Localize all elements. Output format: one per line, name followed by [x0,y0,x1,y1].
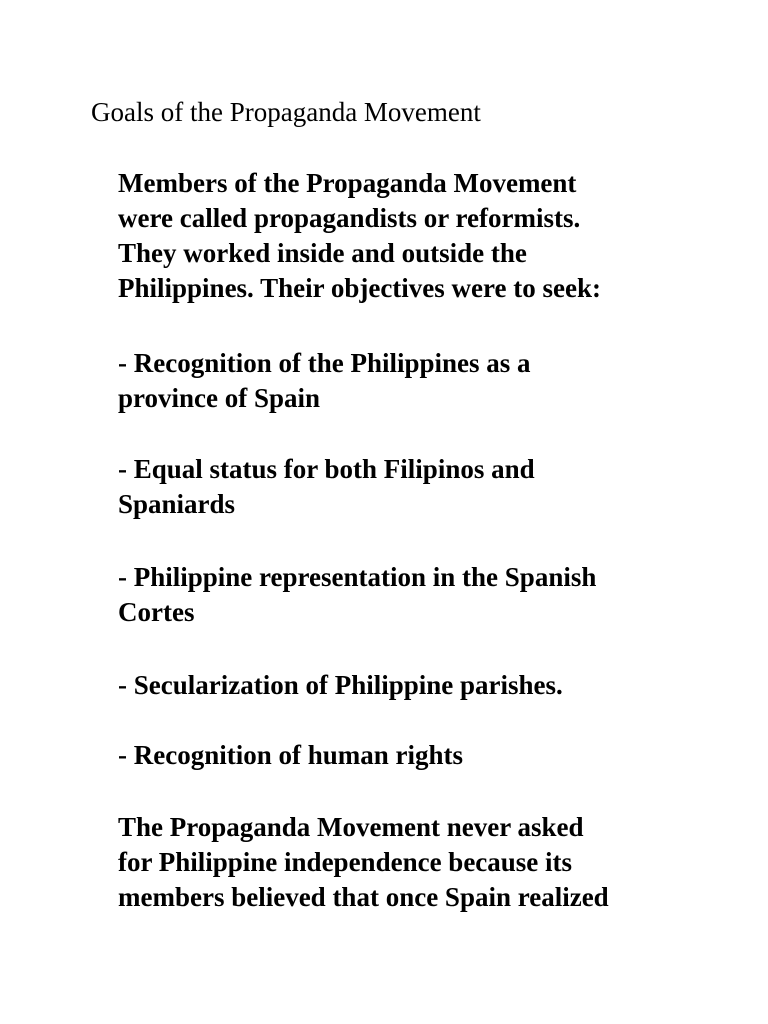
bullet-item [118,560,596,630]
bullet-line: - Secularization of Philippine parishes. [118,670,563,700]
bullet-item [118,668,563,703]
closing-line: The Propaganda Movement never asked [118,812,584,842]
intro-line: Philippines. Their objectives were to seek: [118,273,601,303]
bullet-line: Spaniards [118,489,236,519]
closing-line: members believed that once Spain realized [118,882,609,912]
document-title: Goals of the Propaganda Movement [91,97,481,127]
bullet-line: Cortes [118,597,195,627]
closing-line: for Philippine independence because its [118,847,573,877]
intro-line: Members of the Propaganda Movement [118,168,577,198]
intro-line: They worked inside and outside the [118,238,527,268]
bullet-item [118,452,535,522]
intro-line: were called propagandists or reformists. [118,203,581,233]
intro-paragraph [118,166,601,306]
bullet-line: - Equal status for both Filipinos and [118,454,535,484]
bullet-item [118,738,463,773]
bullet-line: - Philippine representation in the Spanish [118,562,597,592]
bullet-line: - Recognition of human rights [118,740,464,770]
closing-paragraph [118,810,609,915]
bullet-line: province of Spain [118,383,321,413]
bullet-line: - Recognition of the Philippines as a [118,348,531,378]
bullet-item [118,346,531,416]
